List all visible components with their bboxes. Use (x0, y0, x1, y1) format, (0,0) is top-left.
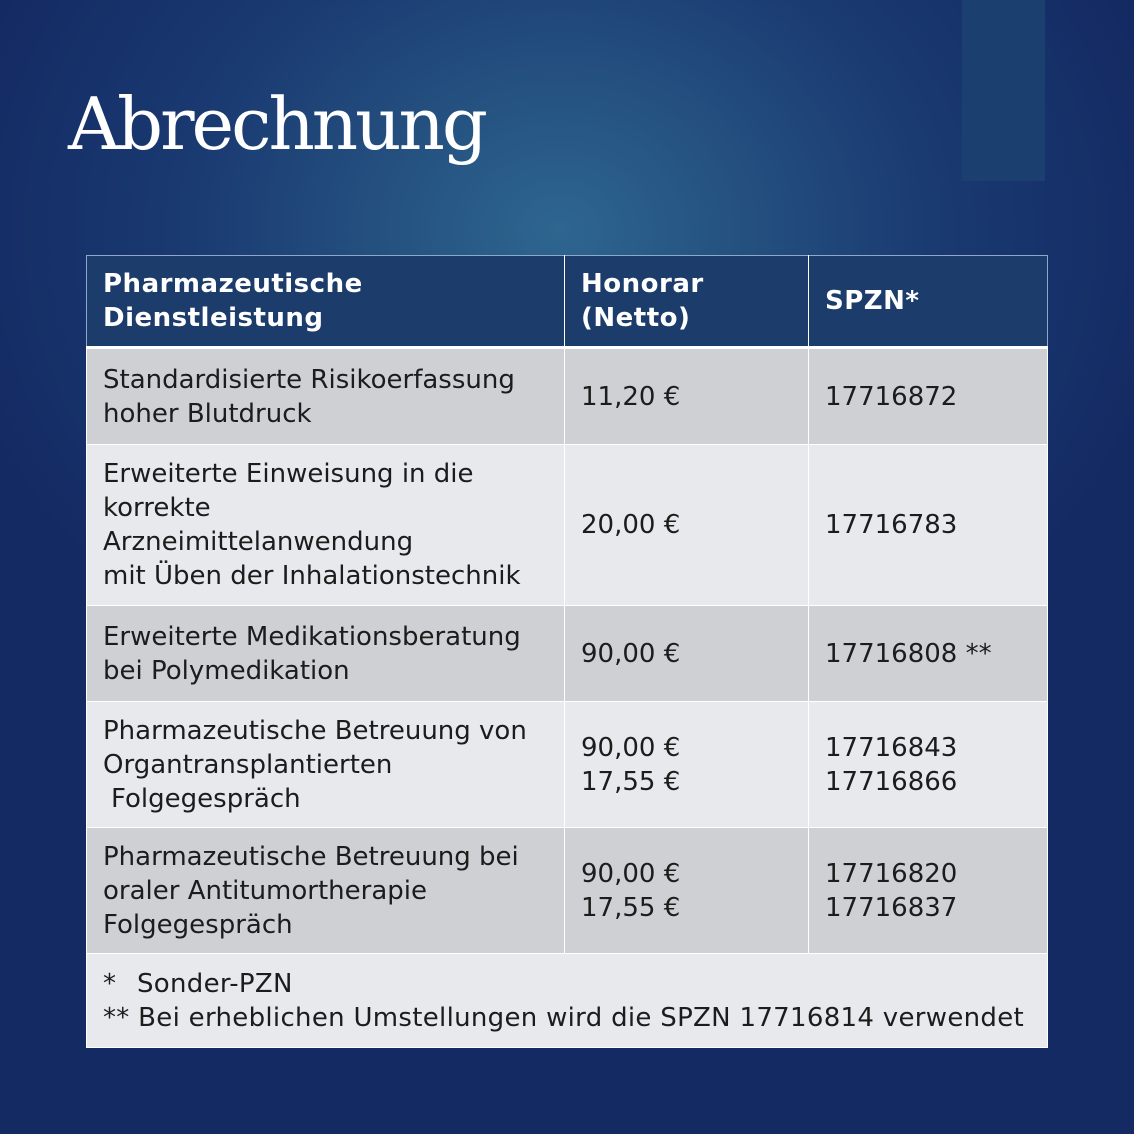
spzn-cell: 17716808 ** (809, 606, 1048, 702)
spzn-cell: 17716820 17716837 (809, 828, 1048, 954)
fee-cell: 90,00 € (565, 606, 809, 702)
table-row (87, 828, 1048, 954)
fee-cell: 90,00 € 17,55 € (565, 828, 809, 954)
table-row (87, 606, 1048, 702)
page-title: Abrechnung (68, 82, 486, 166)
billing-table (86, 255, 1048, 1048)
service-cell: Erweiterte Einweisung in die korrekte Arzneimittelanwendung mit Üben der Inhalationstechnik (87, 445, 565, 606)
service-cell: Standardisierte Risikoerfassung hoher Blutdruck (87, 348, 565, 445)
table-header-row (87, 256, 1048, 348)
fee-cell: 90,00 € 17,55 € (565, 702, 809, 828)
table-row (87, 445, 1048, 606)
footnote-row (87, 954, 1048, 1048)
service-cell: Erweiterte Medikationsberatung bei Polymedikation (87, 606, 565, 702)
spzn-cell: 17716843 17716866 (809, 702, 1048, 828)
footnote-cell (87, 954, 1048, 1048)
footnote-2: ** Bei erheblichen Umstellungen wird die SPZN 17716814 verwendet (103, 1002, 1024, 1033)
spzn-cell: 17716783 (809, 445, 1048, 606)
footnote-1: * Sonder-PZN (103, 968, 293, 999)
table-row (87, 348, 1048, 445)
fee-cell: 11,20 € (565, 348, 809, 445)
header-service: Pharmazeutische Dienstleistung (87, 256, 565, 348)
service-cell: Pharmazeutische Betreuung von Organtransplantierten Folgegespräch (87, 702, 565, 828)
header-fee: Honorar (Netto) (565, 256, 809, 348)
fee-cell: 20,00 € (565, 445, 809, 606)
service-cell: Pharmazeutische Betreuung bei oraler Antitumortherapie Folgegespräch (87, 828, 565, 954)
table-row (87, 702, 1048, 828)
spzn-cell: 17716872 (809, 348, 1048, 445)
accent-bar (962, 0, 1045, 181)
header-spzn: SPZN* (809, 256, 1048, 348)
